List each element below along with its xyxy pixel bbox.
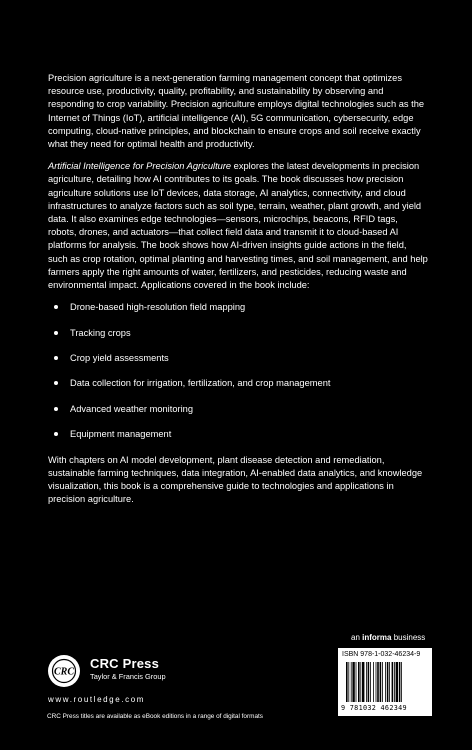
barcode-bar: [346, 662, 348, 702]
barcode-bar: [401, 662, 402, 702]
barcode-bar: [385, 662, 386, 702]
applications-list: [48, 301, 428, 441]
publisher-block: [90, 656, 166, 681]
barcode-box: [338, 648, 432, 716]
crc-logo-icon: [47, 654, 81, 688]
barcode-bar: [376, 662, 377, 702]
overview-paragraph: [48, 160, 428, 292]
barcode-bar: [362, 662, 364, 702]
barcode-bar: [387, 662, 389, 702]
list-item: Crop yield assessments: [48, 352, 428, 365]
list-item: Equipment management: [48, 428, 428, 441]
list-item: Tracking crops: [48, 327, 428, 340]
barcode-bar: [392, 662, 394, 702]
barcode-bar: [366, 662, 367, 702]
barcode-bar: [370, 662, 371, 702]
description-text: [48, 72, 428, 515]
barcode-digits: 9 781032 462349: [341, 704, 407, 712]
barcode-bar: [352, 662, 354, 702]
barcode-bar: [377, 662, 379, 702]
book-title: Artificial Intelligence for Precision Agriculture: [48, 161, 232, 172]
publisher-group: Taylor & Francis Group: [90, 672, 166, 681]
intro-paragraph: Precision agriculture is a next-generation farming management concept that optimizes resource use, productivity, quality, profitability, and sustainability by observing and responding to crop variability. Precision agriculture employs digital technologies such as the Internet of Things (IoT), artificial intelligence (AI), 5G communication, cybersecurity, edge computing, cloud-native principles, and blockchain to ensure crops and soil receive exactly what they need for optimal health and productivity.: [48, 73, 425, 150]
barcode-bar: [373, 662, 374, 702]
list-item: Data collection for irrigation, fertilization, and crop management: [48, 377, 428, 390]
list-item: Drone-based high-resolution field mapping: [48, 301, 428, 314]
barcode-bars: [346, 662, 426, 704]
barcode-bar: [351, 662, 352, 702]
ebook-note: CRC Press titles are available as eBook editions in a range of digital formats: [47, 713, 263, 720]
barcode-bar: [394, 662, 395, 702]
isbn-label: ISBN 978-1-032-46234-9: [342, 651, 421, 658]
barcode-bar: [382, 662, 383, 702]
barcode-bar: [348, 662, 349, 702]
closing-paragraph: With chapters on AI model development, plant disease detection and remediation, sustainable farming techniques, data integration, AI-enabled data analytics, and knowledge visualization, this book is a comprehensive guide to technologies and applications in precision agriculture.: [48, 454, 423, 505]
publisher-url: www.routledge.com: [48, 695, 146, 704]
barcode-bar: [396, 662, 398, 702]
informa-brand: informa: [362, 633, 392, 642]
publisher-name: CRC Press: [90, 656, 159, 671]
logo-text: CRC: [53, 666, 75, 678]
barcode-bar: [360, 662, 361, 702]
list-item: Advanced weather monitoring: [48, 403, 428, 416]
barcode-bar: [389, 662, 390, 702]
barcode-bar: [380, 662, 382, 702]
barcode-bar: [358, 662, 360, 702]
overview-text: explores the latest developments in precision agriculture, detailing how AI contributes to its goals. The book discusses how precision agriculture solutions use IoT devices, data storage, AI analytics, connectivity, and cloud infrastructures to analyze factors such as soil type, terrain, weather, plant growth, and yield data. It also examines edge technologies—sensors, microchips, beacons, RFID tags, robots, drones, and actuators—that collect field data and transmit it to cloud-based AI platforms for analysis. The book shows how AI-driven insights guide actions in the field, such as crop rotation, optimal planting and harvesting times, and soil management, and help farmers apply the right amounts of water, fertilizers, and pesticides, reducing waste and environmental impact. Applications covered in the book include:: [48, 161, 428, 291]
barcode-bar: [356, 662, 357, 702]
informa-business-label: an informa business: [351, 633, 426, 642]
barcode-bar: [368, 662, 370, 702]
barcode-bar: [399, 662, 401, 702]
